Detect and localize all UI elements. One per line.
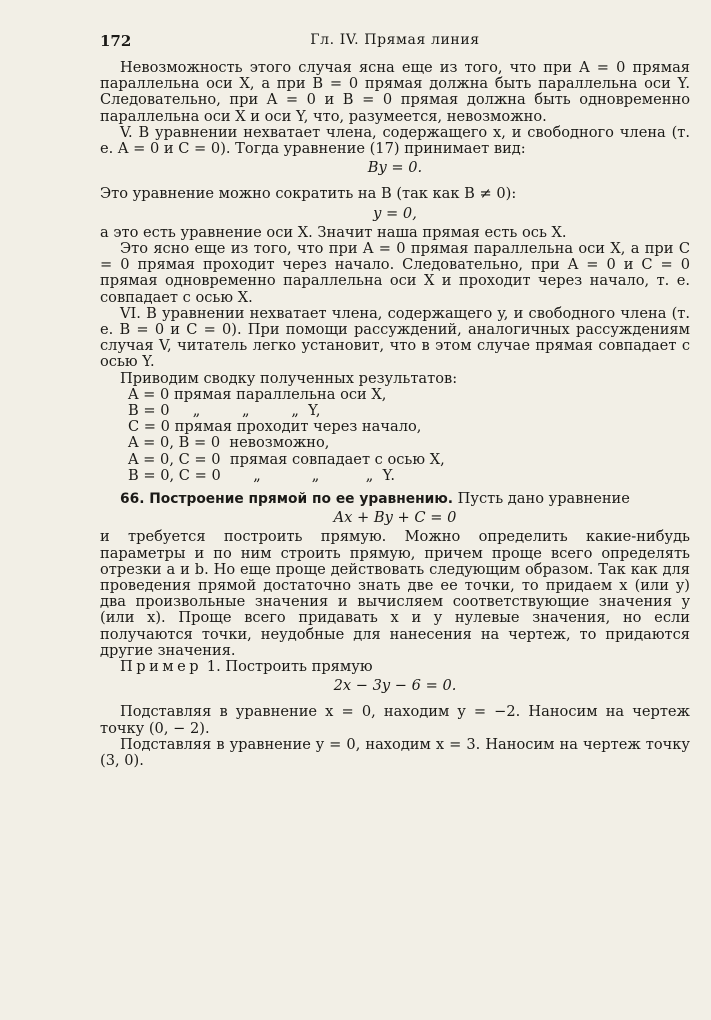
summary-item: A = 0, C = 0 прямая совпадает с осью X, xyxy=(128,450,445,468)
formula: Ax + By + C = 0 xyxy=(333,509,457,527)
formula: y = 0, xyxy=(373,204,417,222)
summary-item: A = 0, B = 0 невозможно, xyxy=(128,434,330,452)
paragraph: VI. В уравнении нехватает члена, содержащего y, и свободного члена (т. е. B = 0 и C = 0). При помощи рассуждений, аналогичных рассуждениям случая V, читатель легко установит, что в этом случае прямая совпадает с осью Y. xyxy=(100,304,690,371)
section-heading: 66. Построение прямой по ее уравнению. xyxy=(120,490,453,507)
paragraph: V. В уравнении нехватает члена, содержащего x, и свободного члена (т. е. A = 0 и C = 0). Тогда уравнение (17) принимает вид: xyxy=(100,123,690,158)
paragraph xyxy=(100,659,690,675)
paragraph: Подставляя в уравнение x = 0, находим y = −2. Наносим на чертеж точку (0, − 2). xyxy=(100,703,690,737)
summary-list xyxy=(128,387,690,484)
paragraph-text: Пусть дано уравнение xyxy=(457,489,630,507)
summary-item: B = 0 „ „ „ Y, xyxy=(128,402,321,420)
formula: 2x − 3y − 6 = 0. xyxy=(333,677,457,695)
paragraph xyxy=(100,491,690,507)
summary-item: C = 0 прямая проходит через начало, xyxy=(128,418,422,436)
summary-item: A = 0 прямая параллельна оси X, xyxy=(128,385,387,403)
page-body xyxy=(100,60,690,769)
paragraph: Невозможность этого случая ясна еще из того, что при A = 0 прямая параллельна оси X, а при B = 0 прямая должна быть параллельна оси Y. Следовательно, при A = 0 и B = 0 прямая должна быть одновременно параллельна оси X и оси Y, что, разумеется, невозможно. xyxy=(100,59,690,125)
example-label: Пример xyxy=(120,658,203,676)
paragraph: Это уравнение можно сократить на B (так как B ≠ 0): xyxy=(100,185,517,203)
running-title: Гл. IV. Прямая линия xyxy=(310,32,480,48)
page-number: 172 xyxy=(100,32,132,50)
paragraph: Приводим сводку полученных результатов: xyxy=(120,369,458,387)
summary-item: B = 0, C = 0 „ „ „ Y. xyxy=(128,466,395,484)
paragraph: Это ясно еще из того, что при A = 0 прямая параллельна оси X, а при C = 0 прямая проходит через начало. Следовательно, при A = 0 и C = 0 прямая одновременно параллельна оси X и проходит через начало, т. е. совпадает с осью X. xyxy=(100,240,690,306)
paragraph: а это есть уравнение оси X. Значит наша прямая есть ось X. xyxy=(100,223,567,241)
paragraph: и требуется построить прямую. Можно определить какие-нибудь параметры и по ним строить прямую, причем проще всего определять отрезки a и b. Но еще проще действовать следующим образом. Так как для проведения прямой достаточно знать две ее точки, то придаем x (или y) два произвольные значения и вычисляем соответствующие значения y (или x). Проще всего придавать x и y нулевые значения, но если получаются точки, неудобные для нанесения на чертеж, то придаются другие значения. xyxy=(100,528,690,659)
formula: By = 0. xyxy=(367,159,423,177)
page-header xyxy=(100,32,690,52)
paragraph-text: 1. Построить прямую xyxy=(206,658,373,676)
paragraph: Подставляя в уравнение y = 0, находим x = 3. Наносим на чертеж точку (3, 0). xyxy=(100,735,690,770)
